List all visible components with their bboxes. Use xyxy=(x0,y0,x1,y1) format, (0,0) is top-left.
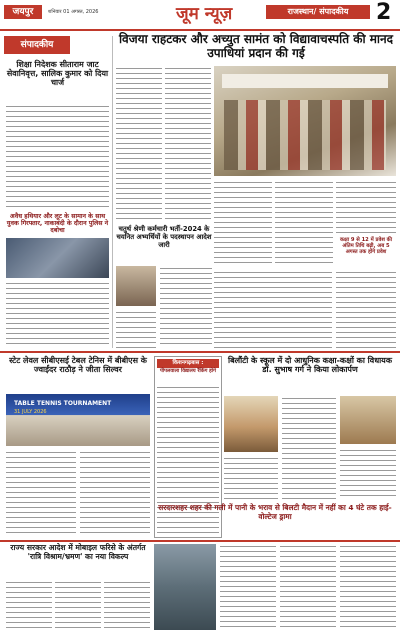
section-label: राजस्थान/ संपादकीय xyxy=(266,5,370,19)
bilaunti-photo2 xyxy=(340,396,396,444)
rsrtc-body-col1 xyxy=(6,580,52,630)
kishangarh-kicker: किशनगढ़बास : xyxy=(157,359,219,368)
column-divider xyxy=(112,36,113,348)
table-tennis-body-col1 xyxy=(6,450,76,536)
rain-body-col2 xyxy=(280,544,336,630)
tt-banner-text: TABLE TENNIS TOURNAMENT xyxy=(14,400,112,407)
page-number: 2 xyxy=(376,0,392,25)
table-tennis-photo xyxy=(6,394,150,446)
exam-body-col3 xyxy=(214,270,332,348)
exam-body-col2 xyxy=(116,310,156,348)
rsrtc-headline: राज्य सरकार आदेश में मोबाइल फरिसे के अंतर्गत 'रात्रि विश्राम/भ्रमण' का नया विकल्प xyxy=(10,543,146,561)
rsrtc-body-col2 xyxy=(55,580,101,630)
admission-deadline-headline: कक्षा 9 से 12 में प्रवेश की अंतिम तिथि बढ़ी, अब 5 अगस्त तक होंगे प्रवेश xyxy=(339,237,392,255)
exam-headline: चतुर्थ श्रेणी कर्मचारी भर्ती-2024 के चयनित अभ्यर्थियों के पदस्थापन आदेश जारी xyxy=(116,225,212,249)
masthead xyxy=(0,0,400,32)
bilaunti-body-col3 xyxy=(340,448,396,500)
bilaunti-headline: बिलौंटी के स्कूल में दो आधुनिक कक्षा-कक्षों का विधायक डॉ. सुभाष गर्ग ने किया लोकार्पण xyxy=(228,356,392,375)
left-story2-headline: अवैध हथियार और लूट के सामान के साथ युवक गिरफ्तार, नाकाबंदी के दौरान पुलिस ने दबोचा xyxy=(6,213,109,235)
newspaper-logo: जूम न्यूज़ xyxy=(176,4,233,24)
edition-date: शनिवार 01 अगस्त, 2026 xyxy=(48,9,99,15)
masthead-rule xyxy=(0,29,400,31)
police-photo xyxy=(6,238,109,278)
left-story2-body xyxy=(6,281,109,345)
left-story1-body xyxy=(6,104,109,210)
lead-body-col3 xyxy=(214,180,272,266)
lead-body-col1 xyxy=(116,66,162,222)
lead-body-col4 xyxy=(275,180,333,266)
lead-body-col2 xyxy=(165,66,211,222)
exam-body-col1 xyxy=(160,266,212,348)
left-story1-headline: शिक्षा निदेशक सीताराम जाट सेवानिवृत्त, सालिक कुमार को दिया चार्ज xyxy=(6,60,109,88)
sampadakiya-label: संपादकीय xyxy=(4,36,70,54)
lower-rule xyxy=(0,540,400,542)
lead-photo-stage xyxy=(222,74,388,88)
rain-body-col3 xyxy=(340,544,396,630)
kishangarh-subkicker: पीपलवाला विद्यालय रैंकिंग होगे xyxy=(160,368,216,374)
lead-body-col5 xyxy=(336,180,396,234)
table-tennis-body-col2 xyxy=(80,450,150,536)
small-portrait xyxy=(116,266,156,306)
admission-deadline-body xyxy=(336,270,396,348)
rain-photo xyxy=(154,544,216,630)
bilaunti-photo xyxy=(224,396,278,452)
lead-photo xyxy=(214,66,396,176)
bilaunti-body-col2 xyxy=(224,456,278,500)
rain-body-col1 xyxy=(220,544,276,630)
rsrtc-body-col3 xyxy=(104,580,150,630)
table-tennis-headline: स्टेट लेवल सीबीएसई टेबल टेनिस में बीबीएस के ज्वाईंदर राठौड़ ने जीता सिल्वर xyxy=(9,356,147,375)
city-label: जयपुर xyxy=(4,5,42,19)
mid-rule xyxy=(0,351,400,353)
lead-headline: विजया राहटकर और अच्युत सामंत को विद्यावाचस्पति की मानद उपाधियां प्रदान की गई xyxy=(118,32,394,60)
bilaunti-body-col1 xyxy=(282,396,336,500)
rain-headline: सरदारशहर शहर की गली में पानी के भराव से बिलटी मैदान में नहीं का 4 घंटे तक हाई-वोल्टेज ड्रामा xyxy=(158,503,392,521)
lead-photo-people xyxy=(224,100,386,170)
tt-banner-date: 31 JULY 2026 xyxy=(14,409,47,415)
